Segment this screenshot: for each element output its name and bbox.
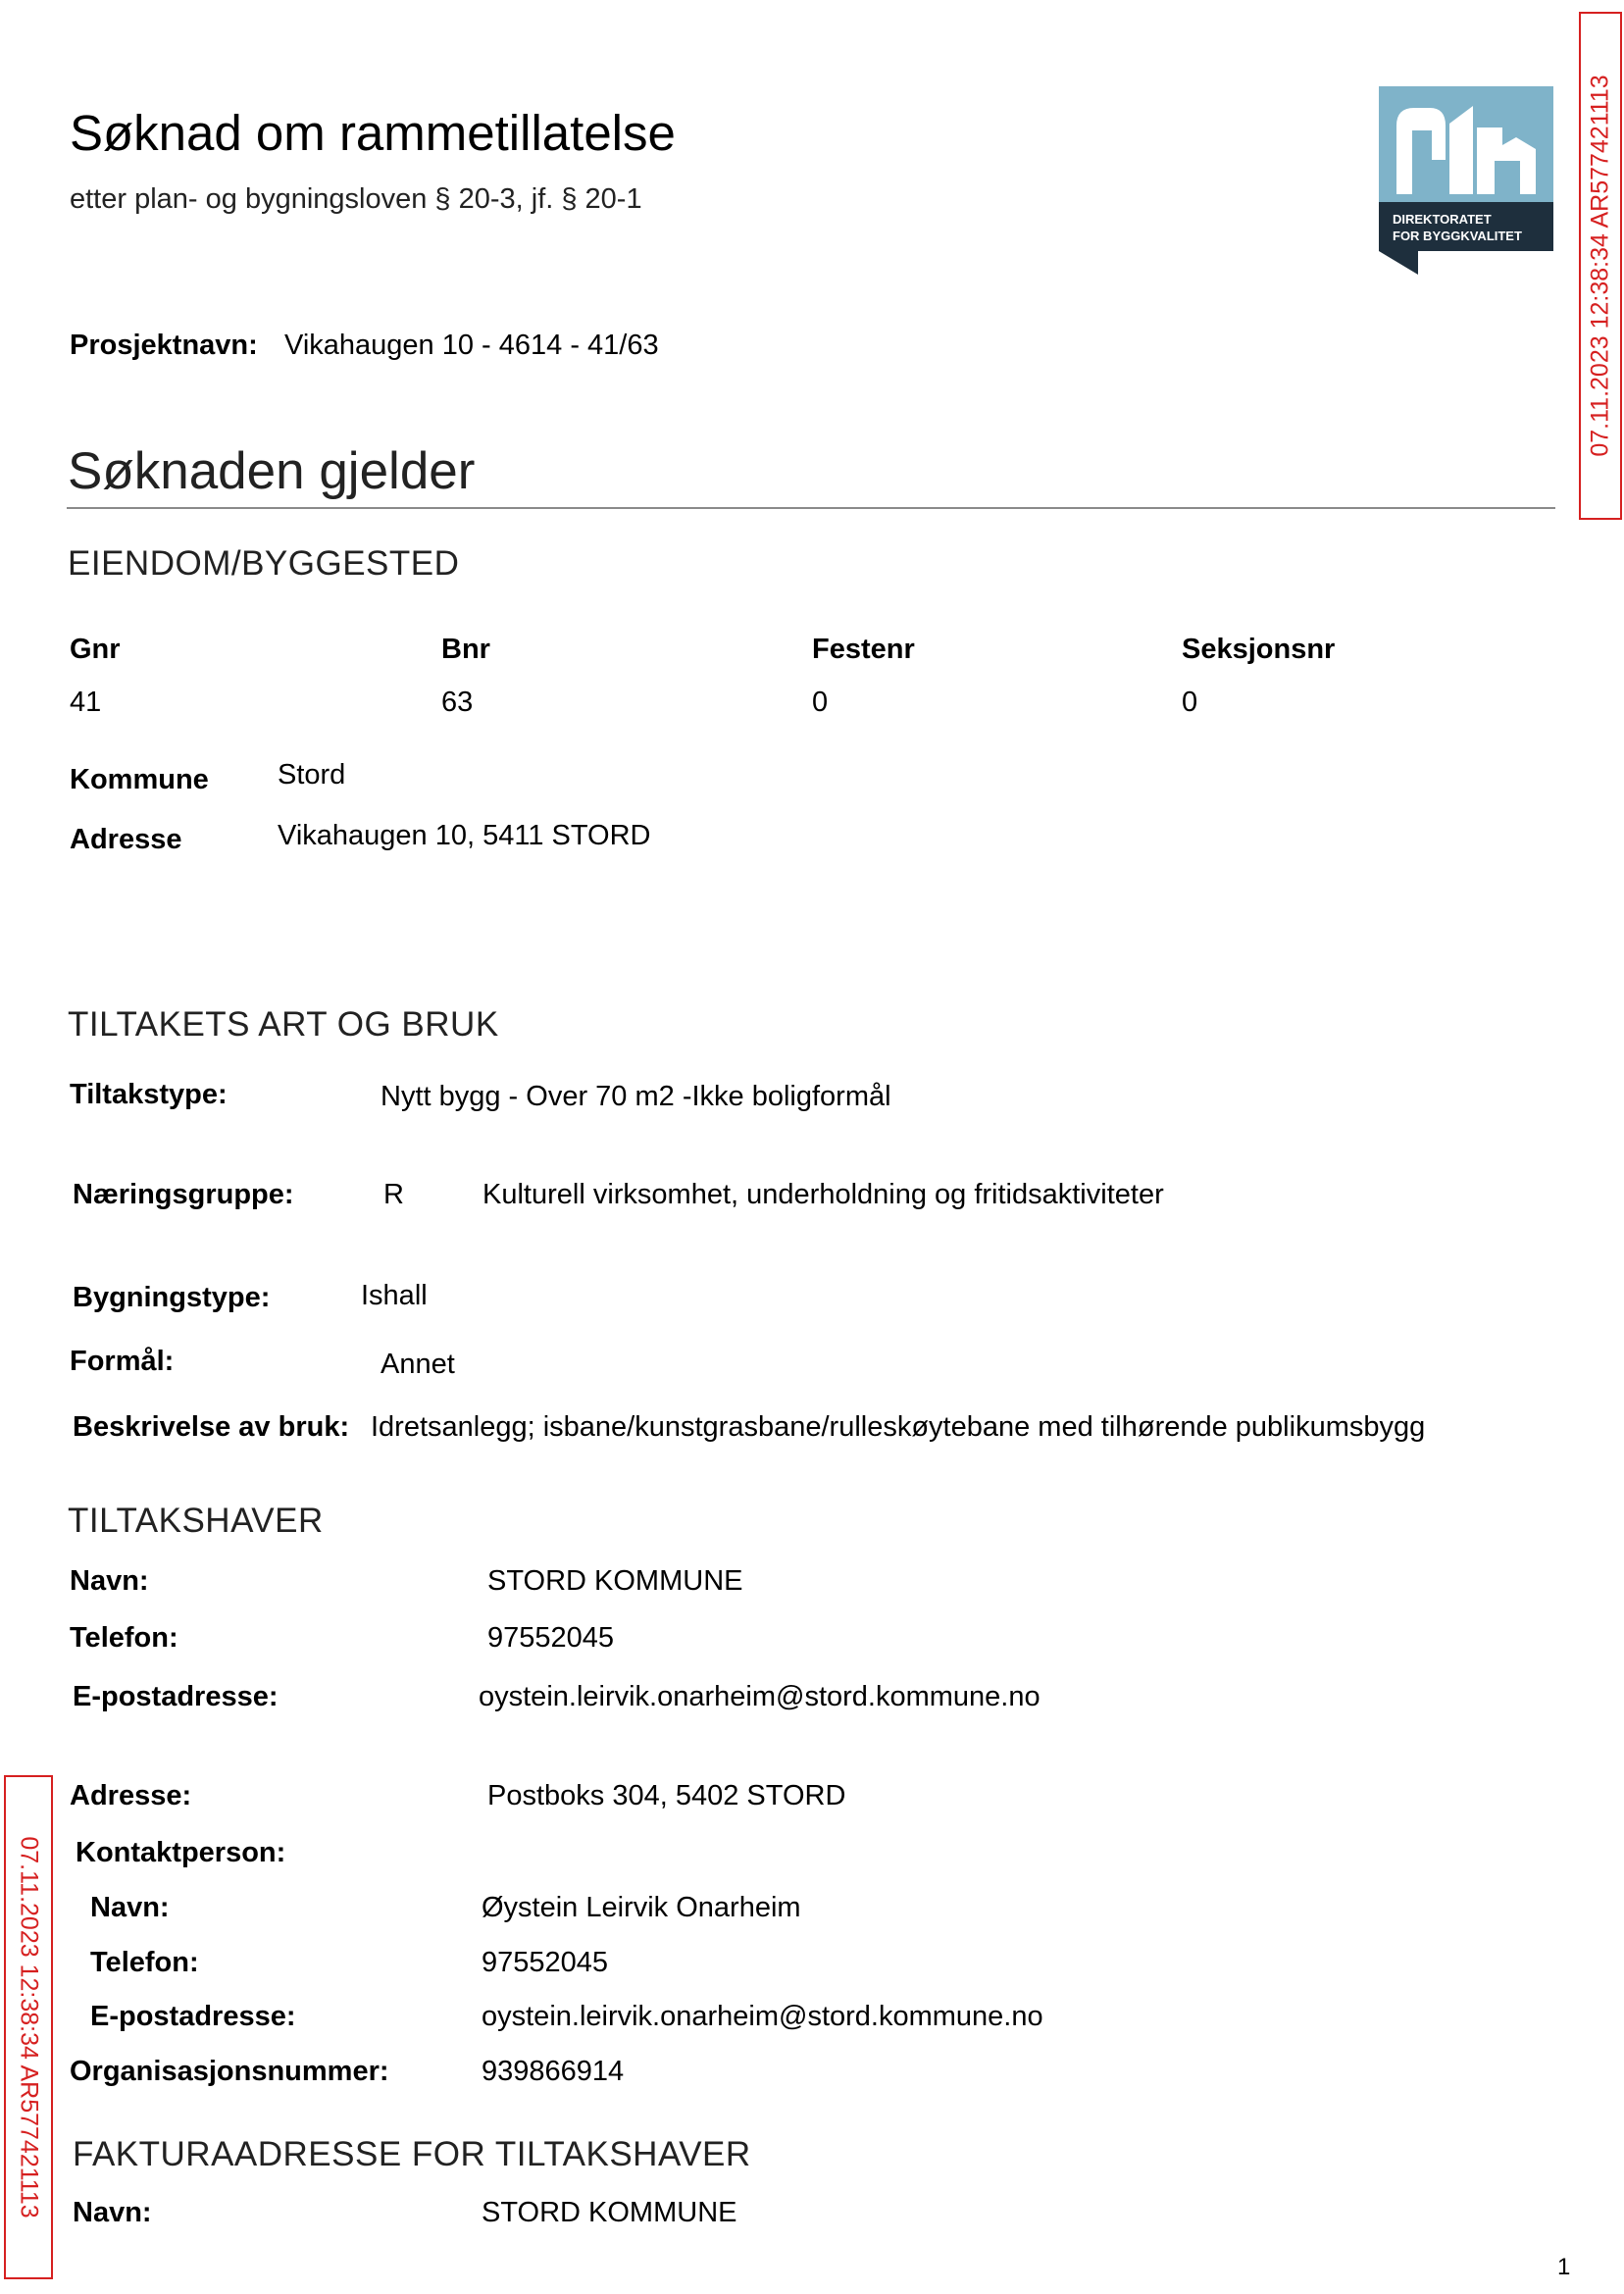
page-number: 1 (1557, 2254, 1571, 2280)
festenr-label: Festenr (812, 634, 915, 665)
kp-epost-label: E-postadresse: (90, 2001, 296, 2032)
heading-tiltakshaver: TILTAKSHAVER (68, 1502, 324, 1540)
stamp-text-right: 07.11.2023 12:38:34 AR577421113 (1586, 75, 1614, 457)
faktura-navn-label: Navn: (73, 2197, 152, 2228)
orgnr-label: Organisasjonsnummer: (70, 2056, 389, 2087)
th-navn-label: Navn: (70, 1565, 149, 1597)
section-divider (67, 507, 1555, 509)
th-navn-value: STORD KOMMUNE (487, 1565, 743, 1597)
tiltakstype-value: Nytt bygg - Over 70 m2 -Ikke boligformål (381, 1081, 891, 1112)
beskrivelse-label: Beskrivelse av bruk: (73, 1411, 350, 1443)
document-title: Søknad om rammetillatelse (70, 105, 676, 161)
th-epost-label: E-postadresse: (73, 1681, 279, 1712)
bygningstype-value: Ishall (361, 1280, 428, 1311)
dibk-logo (1379, 86, 1553, 275)
seksjonsnr-label: Seksjonsnr (1182, 634, 1336, 665)
kp-navn-value: Øystein Leirvik Onarheim (482, 1892, 801, 1923)
bnr-label: Bnr (441, 634, 490, 665)
faktura-navn-value: STORD KOMMUNE (482, 2197, 737, 2228)
project-label: Prosjektnavn: (70, 330, 258, 361)
tiltakstype-label: Tiltakstype: (70, 1079, 228, 1110)
kommune-value: Stord (278, 759, 346, 790)
adresse-label: Adresse (70, 824, 182, 855)
kontaktperson-label: Kontaktperson: (76, 1837, 286, 1868)
naeringsgruppe-value: Kulturell virksomhet, underholdning og fritidsaktiviteter (482, 1179, 1164, 1210)
beskrivelse-value: Idretsanlegg; isbane/kunstgrasbane/rulleskøytebane med tilhørende publikumsbygg (371, 1411, 1426, 1443)
timestamp-stamp-left (4, 1775, 53, 2279)
gnr-value: 41 (70, 687, 102, 718)
th-telefon-label: Telefon: (70, 1622, 178, 1654)
logo-text-line1: DIREKTORATET (1393, 212, 1492, 227)
seksjonsnr-value: 0 (1182, 687, 1198, 718)
bnr-value: 63 (441, 687, 474, 718)
dibk-logo-graphic (1379, 86, 1553, 275)
kp-telefon-label: Telefon: (90, 1947, 199, 1978)
festenr-value: 0 (812, 687, 829, 718)
stamp-text-left: 07.11.2023 12:38:34 AR577421113 (15, 1836, 43, 2218)
document-subtitle: etter plan- og bygningsloven § 20-3, jf. § 20-1 (70, 183, 642, 215)
th-epost-value: oystein.leirvik.onarheim@stord.kommune.no (479, 1681, 1040, 1712)
heading-fakturaadresse: FAKTURAADRESSE FOR TILTAKSHAVER (73, 2135, 751, 2173)
formal-value: Annet (381, 1349, 455, 1380)
kp-epost-value: oystein.leirvik.onarheim@stord.kommune.no (482, 2001, 1043, 2032)
project-value: Vikahaugen 10 - 4614 - 41/63 (284, 330, 659, 361)
orgnr-value: 939866914 (482, 2056, 625, 2087)
th-telefon-value: 97552045 (487, 1622, 615, 1654)
th-adresse-label: Adresse: (70, 1780, 192, 1811)
adresse-value: Vikahaugen 10, 5411 STORD (278, 820, 651, 851)
naeringsgruppe-label: Næringsgruppe: (73, 1179, 294, 1210)
th-adresse-value: Postboks 304, 5402 STORD (487, 1780, 846, 1811)
logo-text-line2: FOR BYGGKVALITET (1393, 229, 1522, 243)
kp-telefon-value: 97552045 (482, 1947, 609, 1978)
timestamp-stamp-right (1579, 12, 1622, 520)
heading-eiendom: EIENDOM/BYGGESTED (68, 544, 460, 583)
kp-navn-label: Navn: (90, 1892, 170, 1923)
bygningstype-label: Bygningstype: (73, 1282, 271, 1313)
section-heading-soknaden: Søknaden gjelder (68, 442, 476, 500)
kommune-label: Kommune (70, 764, 209, 795)
naeringsgruppe-code: R (383, 1179, 404, 1210)
formal-label: Formål: (70, 1346, 175, 1377)
heading-tiltakets-art: TILTAKETS ART OG BRUK (68, 1005, 499, 1044)
gnr-label: Gnr (70, 634, 121, 665)
